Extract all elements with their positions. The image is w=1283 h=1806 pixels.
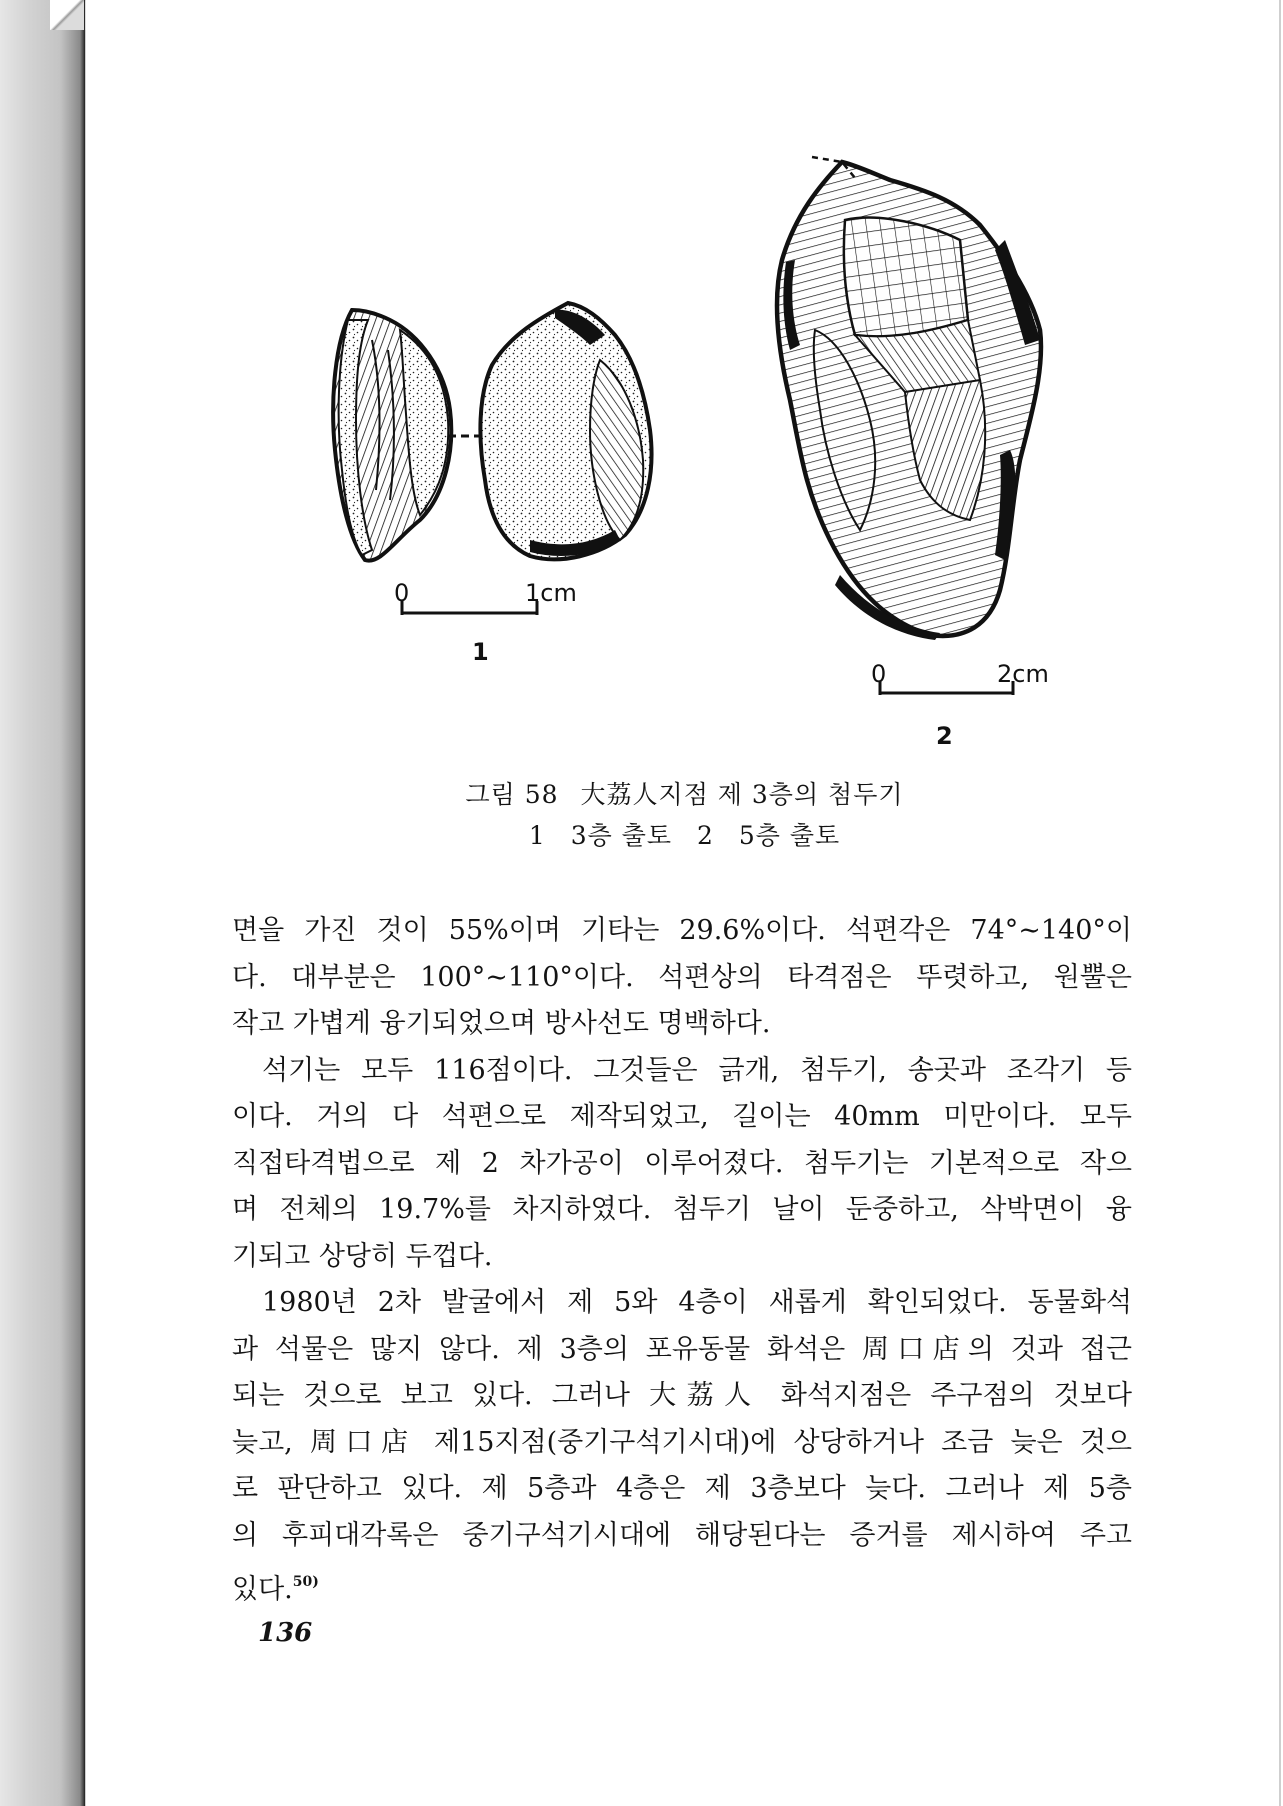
caption-item-2-text: 5층 출토 [738, 821, 841, 850]
figure-caption-items [86, 816, 1283, 852]
text-line: 기되고 상당히 두껍다. [232, 1240, 493, 1272]
figure-caption-label: 그림 58 [465, 780, 559, 809]
caption-item-2-number: 2 [696, 821, 714, 850]
text-line: 되는 것으로 보고 있다. 그러나 大荔人 화석지점은 주구점의 것보다 [232, 1380, 1132, 1411]
figure-label-2: 2 [936, 722, 953, 750]
scale-bar-2-zero: 0 [871, 660, 887, 688]
body-text [232, 908, 1132, 1614]
text-line: 며 전체의 19.7%를 차지하였다. 첨두기 날이 둔중하고, 삭박면이 융 [232, 1194, 1132, 1225]
text-line: 1980년 2차 발굴에서 제 5와 4층이 새롭게 확인되었다. 동물화석 [262, 1287, 1132, 1318]
text-line: 다. 대부분은 100°∼110°이다. 석편상의 타격점은 뚜렷하고, 원뿔은 [232, 961, 1132, 993]
scale-bar-1-zero: 0 [394, 579, 410, 607]
caption-item-1-number: 1 [528, 821, 546, 850]
footnote-reference[interactable]: 50) [292, 1574, 319, 1590]
scale-bar-1-end: 1cm [525, 579, 577, 607]
text-line: 직접타격법으로 제 2 차가공이 이루어졌다. 첨두기는 기본적으로 작으 [232, 1147, 1132, 1179]
text-line: 석기는 모두 116점이다. 그것들은 긁개, 첨두기, 송곳과 조각기 등 [262, 1054, 1132, 1086]
tool-1-side-view [333, 310, 451, 561]
figure-label-1: 1 [472, 638, 489, 666]
text-line: 로 판단하고 있다. 제 5층과 4층은 제 3층보다 늦다. 그러나 제 5층 [232, 1473, 1132, 1504]
figure-caption-title: 大荔人지점 제 3층의 첨두기 [580, 780, 904, 809]
tool-1-face-view [480, 303, 651, 559]
scale-bar-2-end: 2cm [997, 660, 1049, 688]
text-line: 과 석물은 많지 않다. 제 3층의 포유동물 화석은 周口店의 것과 접근 [232, 1333, 1132, 1365]
text-line-last [232, 1559, 1132, 1614]
scale-bar-1 [394, 579, 577, 615]
scale-bar-2 [871, 660, 1049, 695]
text-line: 이다. 거의 다 석편으로 제작되었고, 길이는 40mm 미만이다. 모두 [232, 1101, 1132, 1132]
caption-item-1-text: 3층 출토 [570, 821, 673, 850]
text-line: 작고 가볍게 융기되었으며 방사선도 명백하다. [232, 1008, 771, 1039]
tool-2-drawing [777, 157, 1041, 640]
last-line-text: 있다. [232, 1574, 293, 1605]
text-line: 의 후피대각록은 중기구석기시대에 해당된다는 증거를 제시하여 주고 [232, 1519, 1132, 1551]
stone-tools-figure [0, 0, 1283, 780]
text-line: 면을 가진 것이 55%이며 기타는 29.6%이다. 석편각은 74°∼140°이 [232, 915, 1132, 946]
page-number: 136 [258, 1618, 313, 1648]
text-line: 늦고, 周口店 제15지점(중기구석기시대)에 상당하거나 조금 늦은 것으 [232, 1426, 1132, 1458]
figure-caption [86, 775, 1283, 811]
